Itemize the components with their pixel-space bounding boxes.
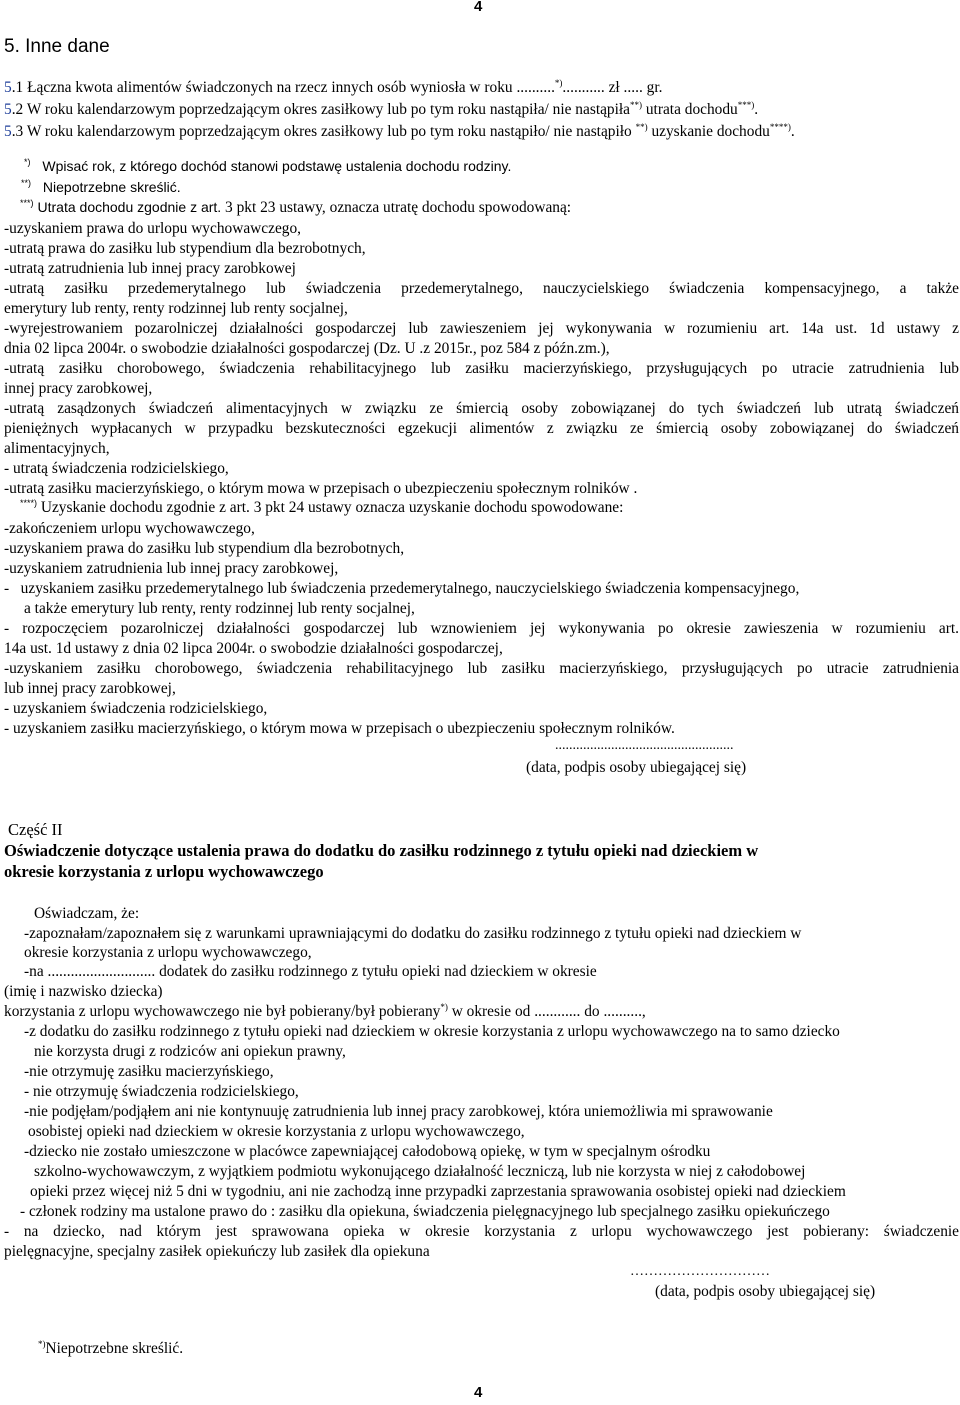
list-item: emerytury lub renty, renty rodzinnej lub renty socjalnej, bbox=[4, 300, 348, 317]
declaration-intro: Oświadczam, że: bbox=[34, 905, 140, 922]
page-number-bottom: 4 bbox=[474, 1384, 483, 1401]
list-item: -zakończeniem urlopu wychowawczego, bbox=[4, 520, 255, 537]
footnote-1: *) Wpisać rok, z którego dochód stanowi podstawę ustalenia dochodu rodziny. bbox=[24, 157, 512, 174]
footnote-3: ***) Utrata dochodu zgodnie z art. 3 pkt 23 ustawy, oznacza utratę dochodu spowodowaną: bbox=[20, 198, 572, 216]
footnote-strike: *)Niepotrzebne skreślić. bbox=[38, 1339, 184, 1357]
list-item: alimentacyjnych, bbox=[4, 440, 110, 457]
footnote-2: **) Niepotrzebne skreślić. bbox=[21, 178, 181, 195]
part-heading-line-2: okresie korzystania z urlopu wychowawczego bbox=[4, 862, 324, 881]
footnote-1-mark: *) bbox=[24, 157, 31, 167]
declaration-line: - nie otrzymuję świadczenia rodzicielskiego, bbox=[24, 1083, 299, 1100]
page-number-top: 4 bbox=[474, 0, 483, 15]
list-item: -utratą prawa do zasiłku lub stypendium dla bezrobotnych, bbox=[4, 240, 366, 257]
section-heading: 5. Inne dane bbox=[4, 36, 110, 57]
declaration-line: korzystania z urlopu wychowawczego nie był pobierany/był pobierany*) w okresie od ............ do .........., bbox=[4, 1002, 646, 1020]
list-item: -utratą zatrudnienia lub innej pracy zarobkowej bbox=[4, 260, 296, 277]
declaration-line: pielęgnacyjne, specjalny zasiłek opiekuńczy lub zasiłek dla opiekuna bbox=[4, 1243, 430, 1260]
declaration-line: -na ............................ dodatek do zasiłku rodzinnego z tytułu opieki nad dzieckiem w okresie bbox=[24, 963, 597, 980]
signature-dots-2: ………………………… bbox=[630, 1264, 770, 1279]
list-item: pieniężnych wypłacanych w przypadku bezskuteczności egzekucji alimentów z związku ze śmiercią osoby zobowiązanej do świadczeń bbox=[4, 420, 959, 437]
declaration-line: -dziecko nie zostało umieszczone w placówce zapewniającej całodobową opiekę, w tym w specjalnym ośrodku bbox=[24, 1143, 711, 1160]
part-heading-line-1: Oświadczenie dotyczące ustalenia prawa do dodatku do zasiłku rodzinnego z tytułu opieki nad dzieckiem w bbox=[4, 841, 759, 860]
list-item: -uzyskaniem prawa do zasiłku lub stypendium dla bezrobotnych, bbox=[4, 540, 405, 557]
child-name-caption: (imię i nazwisko dziecka) bbox=[4, 983, 163, 1000]
list-item: -wyrejestrowaniem pozarolniczej działalności gospodarczej lub zawieszeniem jej wykonywania w rozumieniu art. 14a ust. 1d ustawy z bbox=[4, 320, 959, 337]
signature-dots: ................................................... bbox=[555, 738, 734, 753]
list-item: -uzyskaniem zasiłku chorobowego, świadczenia rehabilitacyjnego lub zasiłku macierzyńskiego, przysługujących po utracie zatrudnienia bbox=[4, 660, 959, 677]
list-item: innej pracy zarobkowej, bbox=[4, 380, 153, 397]
list-item: lub innej pracy zarobkowej, bbox=[4, 680, 176, 697]
list-item: - uzyskaniem zasiłku przedemerytalnego lub świadczenia przedemerytalnego, nauczycielskiego świadczenia kompensacyjnego, bbox=[4, 580, 800, 597]
declaration-line: -nie podjęłam/podjąłem ani nie kontynuuję zatrudnienia lub innej pracy zarobkowej, która uniemożliwia mi sprawowanie bbox=[24, 1103, 773, 1120]
part-title: Część II bbox=[8, 820, 63, 839]
declaration-line: nie korzysta drugi z rodziców ani opiekun prawny, bbox=[34, 1043, 346, 1060]
list-item: - utratą świadczenia rodzicielskiego, bbox=[4, 460, 229, 477]
footnote-4: ****) Uzyskanie dochodu zgodnie z art. 3 pkt 24 ustawy oznacza uzyskanie dochodu spowodowane: bbox=[20, 498, 624, 516]
list-item: - uzyskaniem zasiłku macierzyńskiego, o którym mowa w przepisach o ubezpieczeniu społecznym rolników. bbox=[4, 720, 675, 737]
declaration-line: okresie korzystania z urlopu wychowawczego, bbox=[24, 944, 312, 961]
declaration-line: - na dziecko, nad którym jest sprawowana opieka w okresie korzystania z urlopu wychowawczego jest pobierany: świadczenie bbox=[4, 1223, 959, 1240]
list-item: -utratą zasiłku macierzyńskiego, o którym mowa w przepisach o ubezpieczeniu społecznym rolników . bbox=[4, 480, 638, 497]
item-5-3: 5.3 W roku kalendarzowym poprzedzającym okres zasiłkowy lub po tym roku nastąpiło/ nie nastąpiło **) uzyskanie dochodu****). bbox=[4, 122, 795, 140]
list-item: 14a ust. 1d ustawy z dnia 02 lipca 2004r. o swobodzie działalności gospodarczej, bbox=[4, 640, 503, 657]
declaration-line: osobistej opieki nad dzieckiem w okresie korzystania z urlopu wychowawczego, bbox=[28, 1123, 525, 1140]
declaration-line: -nie otrzymuję zasiłku macierzyńskiego, bbox=[24, 1063, 274, 1080]
declaration-line: -zapoznałam/zapoznałem się z warunkami uprawniającymi do dodatku do zasiłku rodzinnego z tytułu opieki nad dzieckiem w bbox=[24, 925, 802, 942]
item-5-1: 5.1 Łączna kwota alimentów świadczonych na rzecz innych osób wyniosła w roku ..........*)........... zł ..... gr. bbox=[4, 78, 663, 96]
declaration-line: opieki przez więcej niż 5 dni w tygodniu, ani nie zachodzą inne przypadki zaprzestania sprawowania osobistej opieki nad dzieckiem bbox=[30, 1183, 846, 1200]
declaration-line: - członek rodziny ma ustalone prawo do : zasiłku dla opiekuna, świadczenia pielęgnacyjnego lub specjalnego zasiłku opiekuńczego bbox=[20, 1203, 830, 1220]
list-item: -uzyskaniem prawa do urlopu wychowawczego, bbox=[4, 220, 302, 237]
signature-label-2: (data, podpis osoby ubiegającej się) bbox=[655, 1283, 876, 1300]
signature-label: (data, podpis osoby ubiegającej się) bbox=[526, 759, 747, 776]
declaration-line: -z dodatku do zasiłku rodzinnego z tytułu opieki nad dzieckiem w okresie korzystania z urlopu wychowawczego na to samo dziecko bbox=[24, 1023, 840, 1040]
list-item: -utratą zasiłku przedemerytalnego lub świadczenia przedemerytalnego, nauczycielskiego świadczenia kompensacyjnego, a także bbox=[4, 280, 959, 297]
list-item: - rozpoczęciem pozarolniczej działalności gospodarczej lub wznowieniem jej wykonywania po okresie zawieszenia w rozumieniu art. bbox=[4, 620, 959, 637]
item-5-2: 5.2 W roku kalendarzowym poprzedzającym okres zasiłkowy lub po tym roku nastąpiła/ nie nastąpiła**) utrata dochodu***). bbox=[4, 100, 759, 118]
list-item: - uzyskaniem świadczenia rodzicielskiego, bbox=[4, 700, 268, 717]
list-item: -uzyskaniem zatrudnienia lub innej pracy zarobkowej, bbox=[4, 560, 339, 577]
declaration-line: szkolno-wychowawczym, z wyjątkiem podmiotu wykonującego działalność leczniczą, lub nie korzysta w niej z całodobowej bbox=[34, 1163, 806, 1180]
list-item: -utratą zasądzonych świadczeń alimentacyjnych w związku ze śmiercią osoby zobowiązanej do tych świadczeń lub utratą świadczeń bbox=[4, 400, 959, 417]
list-item: dnia 02 lipca 2004r. o swobodzie działalności gospodarczej (Dz. U .z 2015r., poz 584 z późn.zm.), bbox=[4, 340, 610, 357]
list-item: a także emerytury lub renty, renty rodzinnej lub renty socjalnej, bbox=[24, 600, 415, 617]
list-item: -utratą zasiłku chorobowego, świadczenia rehabilitacyjnego lub zasiłku macierzyńskiego, przysługujących po utracie zatrudnienia lub bbox=[4, 360, 959, 377]
